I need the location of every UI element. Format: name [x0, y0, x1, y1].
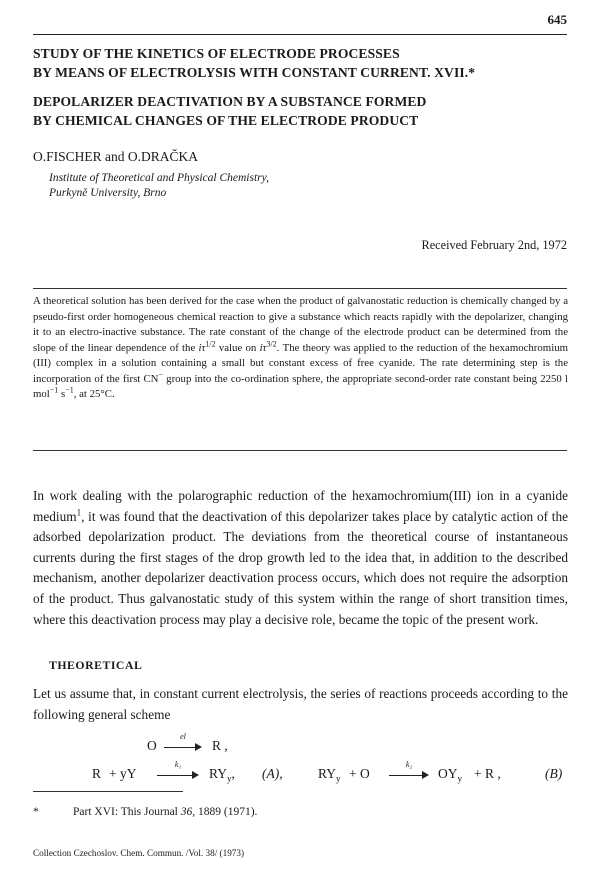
arrow-head — [195, 743, 202, 751]
species-subscript: y — [336, 773, 341, 784]
arrow-shaft — [157, 775, 193, 776]
abstract-text: s — [58, 388, 66, 400]
abstract-text: A theoretical solution has been derived for the case when the product of galvanostatic reduction is chemically changed by a pseudo-first order homogeneous chemical reaction to give a substance which reacts rapidly with the depolarizer, changing it to an electro-inactive substance. The rate constant of the change of the electrode product can be determined from the slope of the linear dependence of the — [33, 295, 568, 354]
equation-label-a: (A), — [262, 766, 283, 781]
separator: , — [231, 766, 235, 781]
subtitle-line: DEPOLARIZER DEACTIVATION BY A SUBSTANCE FORMED — [33, 94, 427, 109]
plus-o: + O — [349, 766, 370, 781]
species-ry — [209, 766, 235, 782]
author-conjunction: and — [105, 149, 125, 164]
header-rule — [33, 34, 567, 35]
reaction-arrow — [389, 760, 429, 780]
species-oy — [438, 766, 462, 782]
subtitle-line: BY CHEMICAL CHANGES OF THE ELECTRODE PRODUCT — [33, 113, 419, 128]
paragraph-text: , it was found that the deactivation of this depolarizer takes place by catalytic action of the adsorbed depolarization product. The deviations from the theoretical course of instantaneous currents during the first stages of the drop growth led to the idea that, in addition to the described mechanism, another depolarizer deactivation process occurs, which does not require the adsorption of the product. Thus galvanostatic study of this system within the range of short transition times, where this deactivation process may play a decisive role, became the topic of the present work. — [33, 508, 568, 627]
species-subscript: y — [457, 773, 462, 784]
abstract-text: group into the co-ordination sphere, the appropriate second-order rate constant being 2250 l mol — [33, 372, 568, 400]
arrow-head — [192, 771, 199, 779]
paragraph-text: In work dealing with the polarographic reduction of the hexamochromium(III) ion in a cyanide medium — [33, 488, 568, 524]
affiliation-line: Purkyně University, Brno — [49, 187, 167, 199]
page-number: 645 — [547, 12, 567, 27]
species-subscript: y — [227, 773, 232, 784]
plus-r: + R , — [474, 766, 501, 781]
plus-yy: + yY — [109, 766, 137, 781]
journal-citation: Collection Czechoslov. Chem. Commun. /Vol. 38/ (1973) — [33, 848, 245, 858]
abstract-top-rule — [33, 288, 567, 289]
arrow-shaft — [389, 775, 423, 776]
abstract-exponent: −1 — [65, 385, 74, 395]
author-initial: O.F — [33, 149, 54, 164]
species-o: O — [147, 738, 157, 753]
species-text: RY — [209, 766, 228, 781]
abstract-variable: iτ — [198, 341, 206, 354]
arrow-label: el — [180, 732, 186, 741]
footnote — [33, 806, 257, 818]
species-text: OY — [438, 766, 458, 781]
author-surname: ISCHER — [53, 149, 102, 164]
article-subtitle — [33, 92, 573, 130]
reaction-arrow — [157, 760, 199, 780]
affiliation-line: Institute of Theoretical and Physical Chemistry, — [49, 172, 269, 184]
author-surname: RAČKA — [150, 149, 199, 164]
abstract-exponent: −1 — [49, 385, 59, 395]
species-ry — [318, 766, 341, 782]
abstract-exponent: − — [158, 369, 163, 379]
abstract-bottom-rule — [33, 450, 567, 451]
arrow-label: k₁ — [174, 760, 182, 769]
reaction-arrow — [164, 732, 202, 752]
species-r: R , — [212, 738, 228, 753]
footnote-volume: 36 — [180, 806, 193, 818]
abstract — [33, 294, 568, 403]
species-r: R — [92, 766, 102, 781]
footnote-text: Part XVI: This Journal — [73, 806, 181, 818]
abstract-text: value on — [215, 341, 260, 354]
theory-paragraph: Let us assume that, in constant current electrolysis, the series of reactions proceeds according to the following general scheme — [33, 686, 568, 722]
abstract-exponent: 1/2 — [205, 338, 216, 348]
affiliation — [49, 171, 269, 201]
title-line: STUDY OF THE KINETICS OF ELECTRODE PROCESSES — [33, 46, 400, 61]
abstract-text: , at 25°C. — [73, 388, 115, 400]
author-initial: O.D — [127, 149, 151, 164]
footnote-marker: * — [33, 806, 39, 818]
received-date: Received February 2nd, 1972 — [421, 238, 567, 252]
article-title — [33, 44, 573, 82]
abstract-exponent: 3/2 — [266, 338, 277, 348]
arrow-shaft — [164, 747, 196, 748]
intro-paragraph — [33, 486, 568, 630]
abstract-variable: iτ — [259, 341, 267, 354]
arrow-label: k₂ — [405, 760, 413, 769]
species-text: RY — [318, 766, 337, 781]
arrow-head — [422, 771, 429, 779]
abstract-text: . The theory was applied to the reduction of the hexamochromium (III) complex in a solution containing a small but constant excess of free cyanide. The rate determining step is the incorporation of the first CN — [33, 341, 568, 385]
equation-label-b: (B) — [545, 766, 563, 781]
title-line: BY MEANS OF ELECTROLYSIS WITH CONSTANT CURRENT. XVII.* — [33, 65, 476, 80]
footnote-text: , 1889 (1971). — [192, 806, 258, 818]
author-list — [33, 149, 198, 165]
reference-marker[interactable]: 1 — [76, 507, 82, 518]
section-heading: THEORETICAL — [49, 658, 143, 672]
footnote-rule — [33, 791, 183, 792]
